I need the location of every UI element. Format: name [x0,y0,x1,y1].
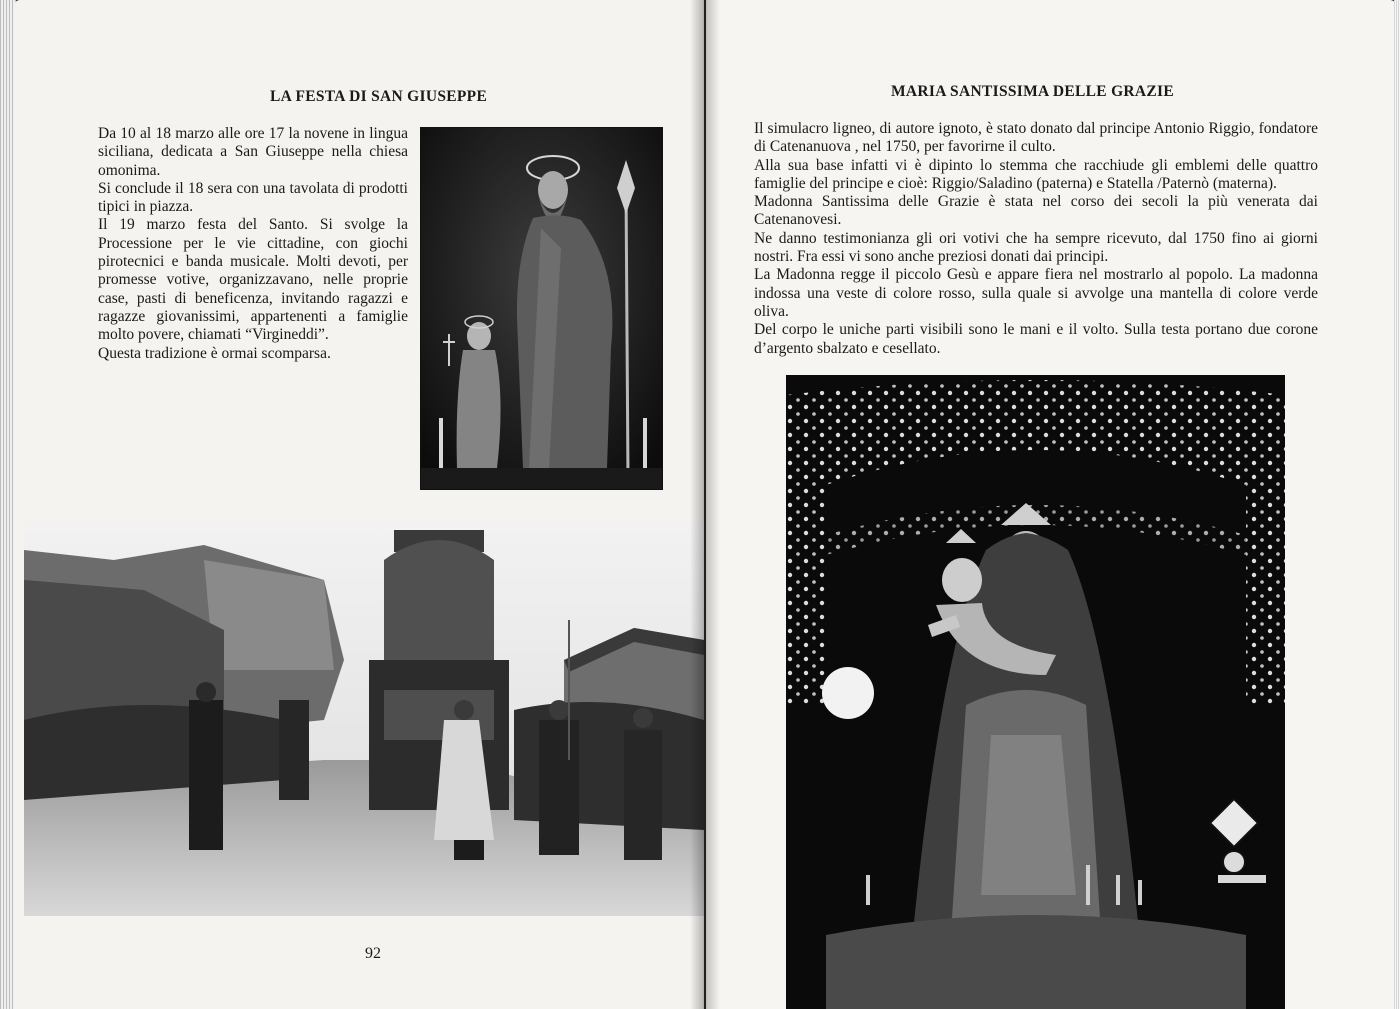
paragraph: Ne danno testimonianza gli ori votivi che ha sempre ricevuto, dal 1750 fino ai giorni nostri. Fra essi vi sono anche preziosi donati dai principi. [754,229,1318,266]
madonna-statue-photo [786,375,1285,1009]
paragraph: Il simulacro ligneo, di autore ignoto, è stato donato dal principe Antonio Riggio, fondatore di Catenanuova , nel 1750, per favorirne il culto. [754,120,1318,156]
left-page-title: LA FESTA DI SAN GIUSEPPE [270,88,488,105]
right-page-text [754,120,1318,358]
paragraph: Si conclude il 18 sera con una tavolata di prodotti tipici in piazza. [98,179,408,216]
left-page-text [98,125,408,363]
paragraph: Alla sua base infatti vi è dipinto lo stemma che racchiude gli emblemi delle quattro famiglie del principe e cioè: Riggio/Saladino (paterna) e Statella /Paternò (materna). [754,156,1318,192]
paragraph: Da 10 al 18 marzo alle ore 17 la novene in lingua siciliana, dedicata a San Giuseppe nella chiesa omonima. [98,125,408,179]
paragraph: Madonna Santissima delle Grazie è stata nel corso dei secoli la più venerata dai Catenanovesi. [754,193,1318,229]
book-gutter [690,0,720,1009]
page-number: 92 [365,945,381,962]
procession-photo [24,520,704,916]
paragraph: Del corpo le uniche parti visibili sono le mani e il volto. Sulla testa portano due corone d’argento sbalzato e cesellato. [754,321,1318,357]
paragraph: Questa tradizione è ormai scomparsa. [98,344,331,362]
paragraph: Il 19 marzo festa del Santo. Si svolge la Processione per le vie cittadine, con giochi pirotecnici e banda musicale. Molti devoti, per promesse votive, organizzavano, nelle proprie case, pasti di beneficenza, invitando ragazzi e ragazze giovanissimi, appartenenti a famiglie molto povere, chiamati “Virgineddi”. [98,216,408,344]
san-giuseppe-statue-photo [420,127,663,490]
right-page-title: MARIA SANTISSIMA DELLE GRAZIE [891,83,1175,100]
page-stack-edge-right [1394,0,1400,1009]
paragraph: La Madonna regge il piccolo Gesù e appare fiera nel mostrarlo al popolo. La madonna indossa una veste di colore rosso, sulla quale si avvolge una mantella di colore verde oliva. [754,266,1318,320]
